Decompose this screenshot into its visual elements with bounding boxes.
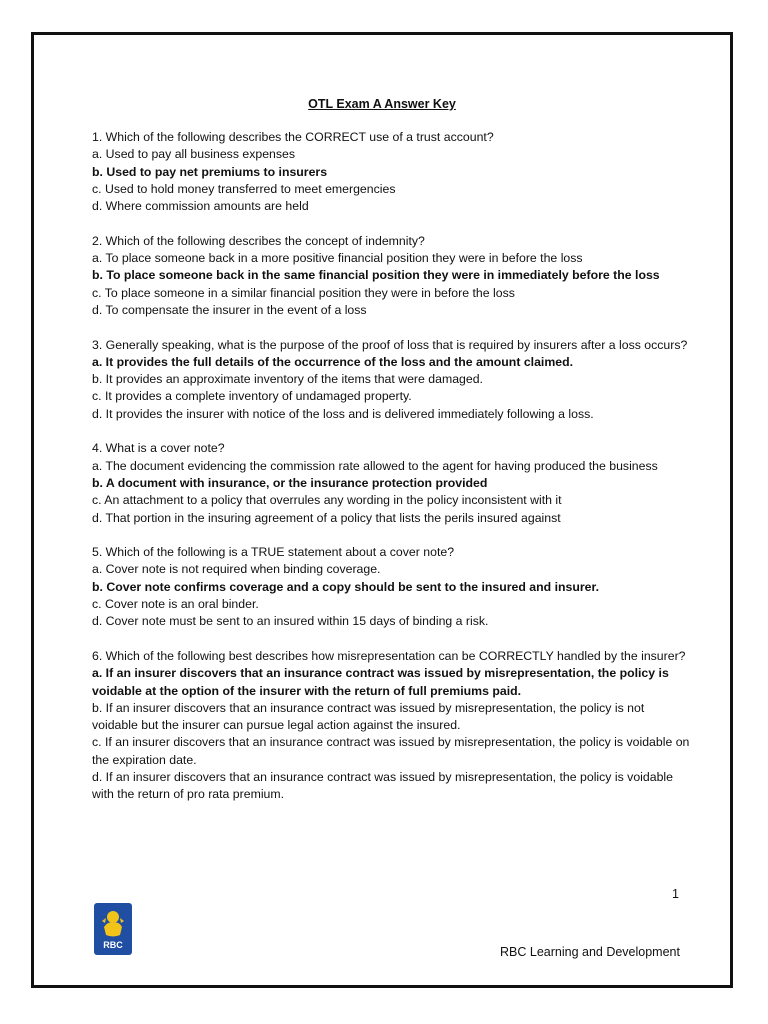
answer-option-d: d. If an insurer discovers that an insurance contract was issued by misrepresentation, the policy is voidable with the return of pro rata premium.	[92, 769, 673, 802]
question-stem: 4. What is a cover note?	[92, 441, 225, 456]
correct-answer-option: b. Cover note confirms coverage and a copy should be sent to the insured and insurer.	[92, 579, 600, 594]
correct-answer-option: b. Used to pay net premiums to insurers	[92, 164, 328, 179]
answer-option-d: d. Where commission amounts are held	[92, 199, 309, 214]
question-stem: 6. Which of the following best describes how misrepresentation can be CORRECTLY handled by the insurer?	[92, 648, 686, 663]
questions-list	[92, 129, 692, 821]
answer-option-c: c. Used to hold money transferred to meet emergencies	[92, 181, 396, 196]
correct-answer-option: a. It provides the full details of the occurrence of the loss and the amount claimed.	[92, 354, 574, 369]
question-stem: 1. Which of the following describes the CORRECT use of a trust account?	[92, 130, 494, 144]
answer-option-c: c. To place someone in a similar financial position they were in before the loss	[92, 285, 515, 300]
question-stem: 3. Generally speaking, what is the purpose of the proof of loss that is required by insurers after a loss occurs?	[92, 337, 688, 352]
question-3	[92, 337, 692, 423]
answer-option-a: a. The document evidencing the commission rate allowed to the agent for having produced the business	[92, 458, 658, 473]
question-1	[92, 129, 692, 215]
answer-option-d: d. That portion in the insuring agreement of a policy that lists the perils insured against	[92, 510, 561, 525]
rbc-logo-icon	[94, 903, 132, 955]
answer-option-c: c. It provides a complete inventory of undamaged property.	[92, 389, 412, 404]
answer-option-d: d. Cover note must be sent to an insured within 15 days of binding a risk.	[92, 614, 489, 629]
answer-option-a: a. To place someone back in a more positive financial position they were in before the loss	[92, 251, 583, 266]
svg-text:RBC: RBC	[103, 940, 123, 950]
question-6	[92, 648, 692, 804]
answer-option-c: c. Cover note is an oral binder.	[92, 597, 259, 612]
answer-option-b: b. It provides an approximate inventory of the items that were damaged.	[92, 372, 483, 387]
correct-answer-option: b. A document with insurance, or the insurance protection provided	[92, 475, 488, 490]
answer-option-b: b. If an insurer discovers that an insurance contract was issued by misrepresentation, the policy is not voidable but the insurer can pursue legal action against the insured.	[92, 700, 645, 733]
question-stem: 5. Which of the following is a TRUE statement about a cover note?	[92, 545, 455, 560]
page-frame	[31, 32, 733, 988]
answer-option-d: d. It provides the insurer with notice of the loss and is delivered immediately following a loss.	[92, 406, 594, 421]
question-4	[92, 440, 692, 526]
question-2	[92, 233, 692, 319]
correct-answer-option: b. To place someone back in the same financial position they were in immediately before the loss	[92, 268, 660, 283]
page-number: 1	[672, 887, 679, 901]
answer-option-c: c. If an insurer discovers that an insurance contract was issued by misrepresentation, the policy is voidable on the expiration date.	[92, 735, 690, 767]
answer-option-c: c. An attachment to a policy that overrules any wording in the policy inconsistent with it	[92, 493, 562, 508]
answer-option-d: d. To compensate the insurer in the event of a loss	[92, 302, 367, 317]
question-stem: 2. Which of the following describes the concept of indemnity?	[92, 233, 425, 248]
correct-answer-option: a. If an insurer discovers that an insurance contract was issued by misrepresentation, the policy is voidable at the option of the insurer with the return of full premiums paid.	[92, 666, 669, 698]
answer-option-a: a. Used to pay all business expenses	[92, 147, 296, 162]
question-5	[92, 544, 692, 630]
answer-option-a: a. Cover note is not required when binding coverage.	[92, 562, 381, 577]
document-title: OTL Exam A Answer Key	[308, 97, 456, 111]
footer-text: RBC Learning and Development	[500, 945, 680, 959]
